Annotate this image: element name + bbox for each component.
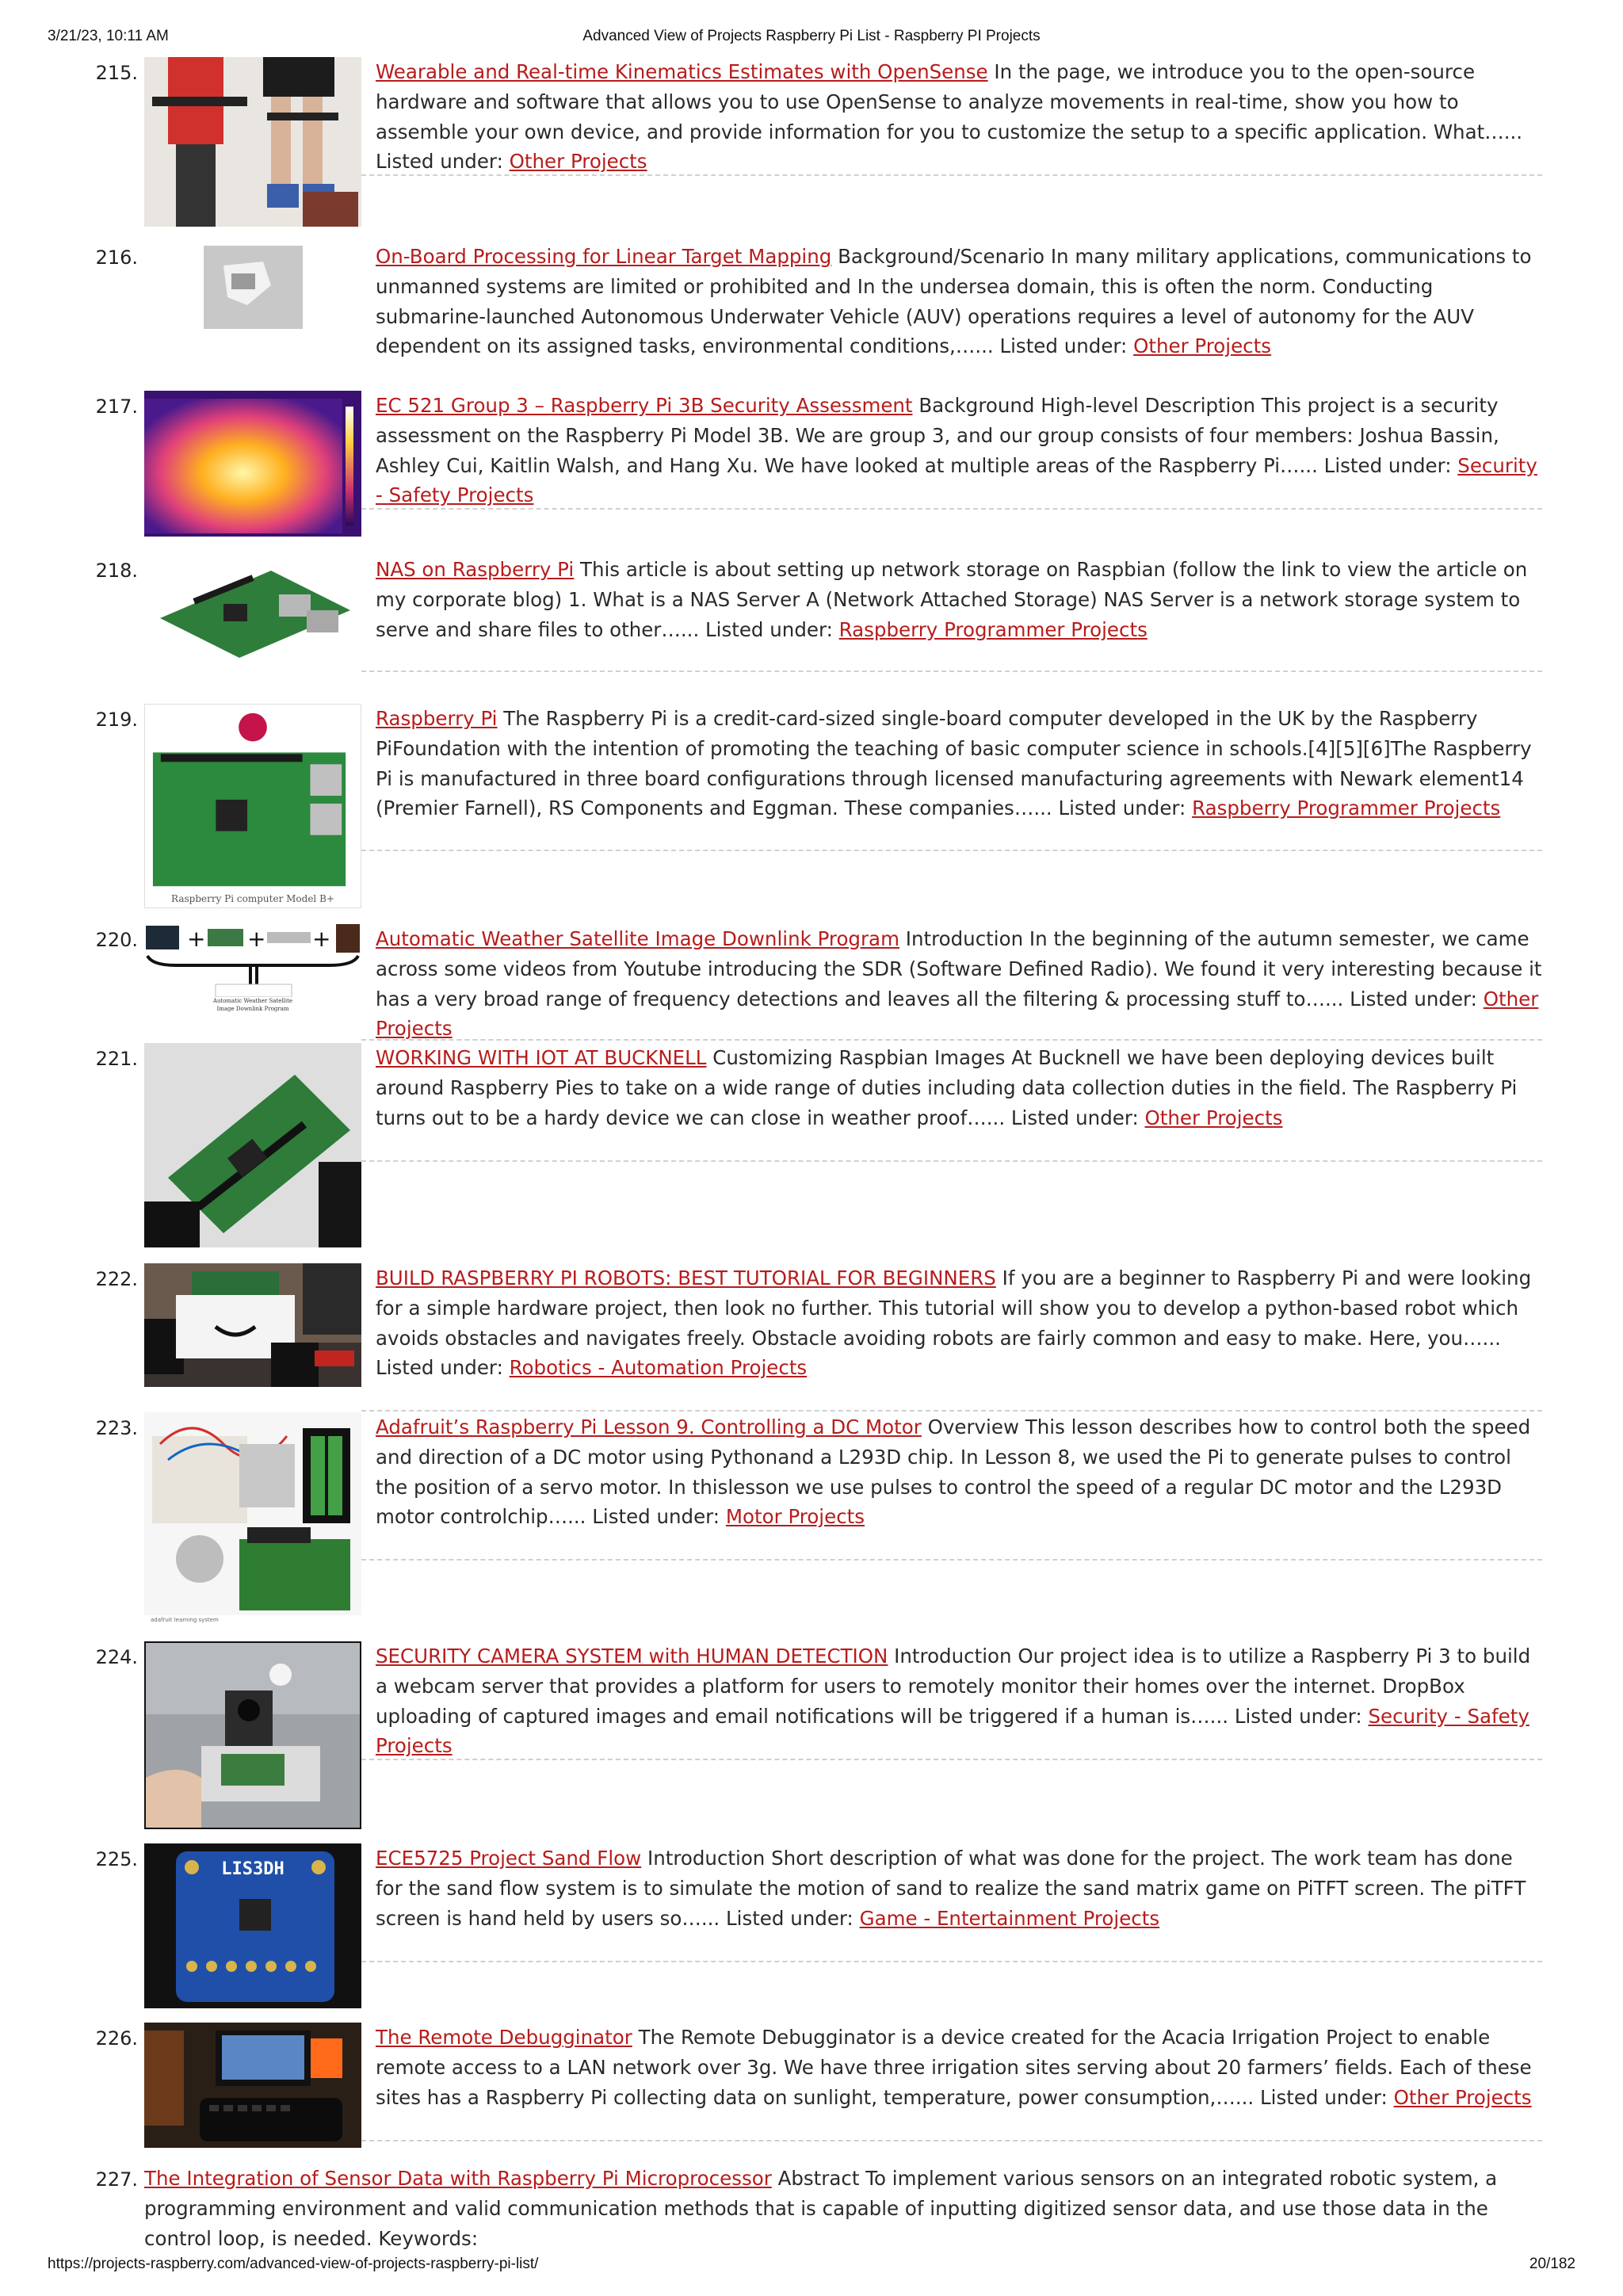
print-page-title: Advanced View of Projects Raspberry Pi List - Raspberry PI Projects [582,28,1041,44]
category-link[interactable]: Raspberry Programmer Projects [838,617,1148,641]
separator [361,174,1542,176]
debugginator-image [144,2023,361,2148]
item-number: 215. [95,62,138,84]
project-thumbnail[interactable] [144,924,361,1024]
dc-motor-breadboard-image [144,1412,361,1615]
camera-image [146,1643,360,1828]
project-summary: In the page, we introduce you to the open-source hardware and software that allows you to use OpenSense to analyze movements in real-time, show you how to assemble your own device, and provide information for you to customize the setup to a specific application. What…... Listed under: [376,60,1523,174]
item-number: 227. [95,2168,138,2191]
item-description [376,1843,1542,1933]
project-title-link[interactable]: NAS on Raspberry Pi [376,558,575,581]
project-summary: Introduction Our project idea is to utilize a Raspberry Pi 3 to build a webcam server that provides a platform for users to remotely monitor their homes over the internet. DropBox uploading of captured images and email notifications will be triggered if a human is…... Listed under: [376,1645,1531,1728]
separator [361,508,1542,510]
separator [361,1039,1542,1041]
project-thumbnail[interactable] [144,57,361,227]
project-thumbnail[interactable] [144,1043,361,1247]
separator [361,1559,1542,1561]
item-number: 220. [95,929,138,951]
item-number: 223. [95,1417,138,1439]
project-summary: Overview This lesson describes how to control both the speed and direction of a DC motor using Pythonand a L293D chip. In Lesson 8, we used the Pi to generate pulses to control the position of a servo motor. In thislesson we use pulses to control the speed of a regular DC motor and the L293D motor controlchip…... Listed under: [376,1415,1531,1529]
project-title-link[interactable]: Wearable and Real-time Kinematics Estimates with OpenSense [376,60,988,83]
category-link[interactable]: Security - Safety Projects [376,1704,1529,1758]
project-summary: Introduction In the beginning of the autumn semester, we came across some videos from Youtube introducing the SDR (Software Defined Radio). We found it very interesting because it has a very broad range of frequency detections and leaves all the filtering & processing stuff to…... Listed under: [376,927,1542,1010]
item-number: 217. [95,395,138,418]
project-title-link[interactable]: SECURITY CAMERA SYSTEM with HUMAN DETECTION [376,1645,888,1668]
project-thumbnail[interactable] [144,1412,361,1626]
category-link[interactable]: Other Projects [1144,1106,1283,1129]
raspberry-pi-board-image [144,555,361,666]
separator [361,670,1542,672]
item-description [376,704,1542,823]
item-description [376,242,1542,361]
category-link[interactable]: Other Projects [1133,334,1272,358]
project-summary: Abstract To implement various sensors on an integrated robotic system, a programming environment and valid communication methods that is capable of inputting digitized sensor data, and use those data in the control loop, is needed. Keywords: [144,2167,1498,2250]
project-title-link[interactable]: ECE5725 Project Sand Flow [376,1847,642,1870]
item-number: 221. [95,1048,138,1070]
print-url: https://projects-raspberry.com/advanced-view-of-projects-raspberry-pi-list/ [48,2256,539,2272]
separator [361,2140,1542,2141]
pi-zero-image [144,1043,361,1247]
wearable-sensors-image [144,57,361,227]
category-link[interactable]: Other Projects [1393,2085,1532,2109]
project-title-link[interactable]: EC 521 Group 3 – Raspberry Pi 3B Security Assessment [376,394,913,417]
item-number: 219. [95,709,138,731]
project-title-link[interactable]: Automatic Weather Satellite Image Downlink Program [376,927,899,950]
item-description [144,2164,1542,2253]
project-summary: Introduction Short description of what was done for the project. The work team has done for the sand flow system is to simulate the motion of sand to realize the sand matrix game on PiTFT screen. The piTFT screen is hand held by users so…... Listed under: [376,1847,1526,1930]
category-link[interactable]: Other Projects [509,150,647,174]
project-title-link[interactable]: Adafruit’s Raspberry Pi Lesson 9. Controlling a DC Motor [376,1415,922,1438]
print-footer [48,2256,1575,2273]
item-number: 226. [95,2027,138,2050]
item-description [376,555,1542,644]
category-link[interactable]: Other Projects [376,987,1539,1041]
project-thumbnail[interactable] [144,2023,361,2148]
project-summary: The Remote Debugginator is a device created for the Acacia Irrigation Project to enable remote access to a LAN network over 3g. We have three irrigation sites serving about 20 farmers’ fields. Each of these sites has a Raspberry Pi collecting data on sunlight, temperature, power consumption,…... Listed under: [376,2026,1532,2109]
category-link[interactable]: Game - Entertainment Projects [859,1906,1160,1930]
project-thumbnail[interactable] [144,391,361,537]
item-description [376,391,1542,510]
project-thumbnail[interactable] [144,1263,361,1387]
print-page-number: 20/182 [1529,2256,1575,2272]
project-title-link[interactable]: WORKING WITH IOT AT BUCKNELL [376,1046,707,1069]
category-link[interactable]: Robotics - Automation Projects [509,1356,808,1380]
separator [361,1410,1542,1412]
project-summary: If you are a beginner to Raspberry Pi and were looking for a simple hardware project, then look no further. This tutorial will show you to develop a python-based robot which avoids obstacles and navigates freely. Obstacle avoiding robots are fairly common and easy to make. Here, you…... Listed under: [376,1266,1532,1380]
item-number: 216. [95,246,138,269]
image-caption: adafruit learning system [151,1617,219,1623]
separator [361,1759,1542,1760]
image-caption: Raspberry Pi computer Model B+ [171,893,334,904]
board-label: LIS3DH [221,1859,285,1879]
item-description [376,924,1542,1044]
project-summary: Customizing Raspbian Images At Bucknell we have been deploying devices built around Raspberry Pies to take on a wide range of duties including data collection duties in the field. The Raspberry Pi turns out to be a hardy device we can close in weather proof…... Listed under: [376,1046,1518,1129]
project-thumbnail[interactable] [144,555,361,666]
project-title-link[interactable]: Raspberry Pi [376,707,498,730]
item-description [376,1412,1542,1532]
item-description [376,57,1542,177]
separator [361,1160,1542,1162]
item-number: 225. [95,1848,138,1870]
project-title-link[interactable]: The Remote Debugginator [376,2026,632,2049]
map-thumbnail-image [144,242,361,361]
image-caption: Automatic Weather Satellite Image Downlink Program [212,998,293,1012]
project-summary: This article is about setting up network storage on Raspbian (follow the link to view the article on my corporate blog) 1. What is a NAS Server A (Network Attached Storage) NAS Server is a network storage system to serve and share files to other…... Listed under: [376,558,1528,641]
project-summary: Background High-level Description This project is a security assessment on the Raspberry Pi Model 3B. We are group 3, and our group consists of four members: Joshua Bassin, Ashley Cui, Kaitlin Walsh, and Hang Xu. We have looked at multiple areas of the Raspberry Pi…... Listed under: [376,394,1499,477]
separator [361,850,1542,851]
item-description [376,1043,1542,1133]
item-description [376,2023,1542,2112]
project-thumbnail[interactable] [144,1641,361,1829]
category-link[interactable]: Security - Safety Projects [376,453,1537,507]
item-number: 218. [95,560,138,582]
category-link[interactable]: Raspberry Programmer Projects [1192,797,1501,820]
satellite-diagram-image [144,924,361,997]
print-datetime: 3/21/23, 10:11 AM [48,28,169,44]
separator [361,1961,1542,1962]
raspberry-pi-model-b-plus-image [145,705,361,892]
project-thumbnail[interactable] [144,704,361,908]
item-number: 224. [95,1646,138,1668]
svg-text:+: + [312,926,331,952]
project-title-link[interactable]: The Integration of Sensor Data with Raspberry Pi Microprocessor [144,2167,772,2190]
thermal-image [144,391,361,537]
project-title-link[interactable]: On-Board Processing for Linear Target Mapping [376,245,832,268]
item-number: 222. [95,1268,138,1290]
project-summary: The Raspberry Pi is a credit-card-sized single-board computer developed in the UK by the Raspberry PiFoundation with the intention of promoting the teaching of basic computer science in schools.[4][5][6]The Raspberry Pi is manufactured in three board configurations through licensed manufacturing agreements with Newark element14 (Premier Farnell), RS Components and Eggman. These companies…... Listed under: [376,707,1532,820]
item-description [376,1263,1542,1383]
item-description [376,1641,1542,1761]
project-title-link[interactable]: BUILD RASPBERRY PI ROBOTS: BEST TUTORIAL FOR BEGINNERS [376,1266,996,1289]
svg-text:+: + [187,926,206,952]
project-summary: Background/Scenario In many military applications, communications to unmanned systems are limited or prohibited and In the undersea domain, this is often the norm. Conducting submarine-launched Autonomous Underwater Vehicle (AUV) operations requires a level of autonomy for the AUV dependent on its assigned tasks, environmental conditions,…... Listed under: [376,245,1532,358]
project-thumbnail[interactable] [144,1843,361,2008]
project-thumbnail[interactable] [144,242,361,361]
robot-image [144,1263,361,1387]
category-link[interactable]: Motor Projects [725,1505,865,1529]
svg-text:+: + [247,926,266,952]
